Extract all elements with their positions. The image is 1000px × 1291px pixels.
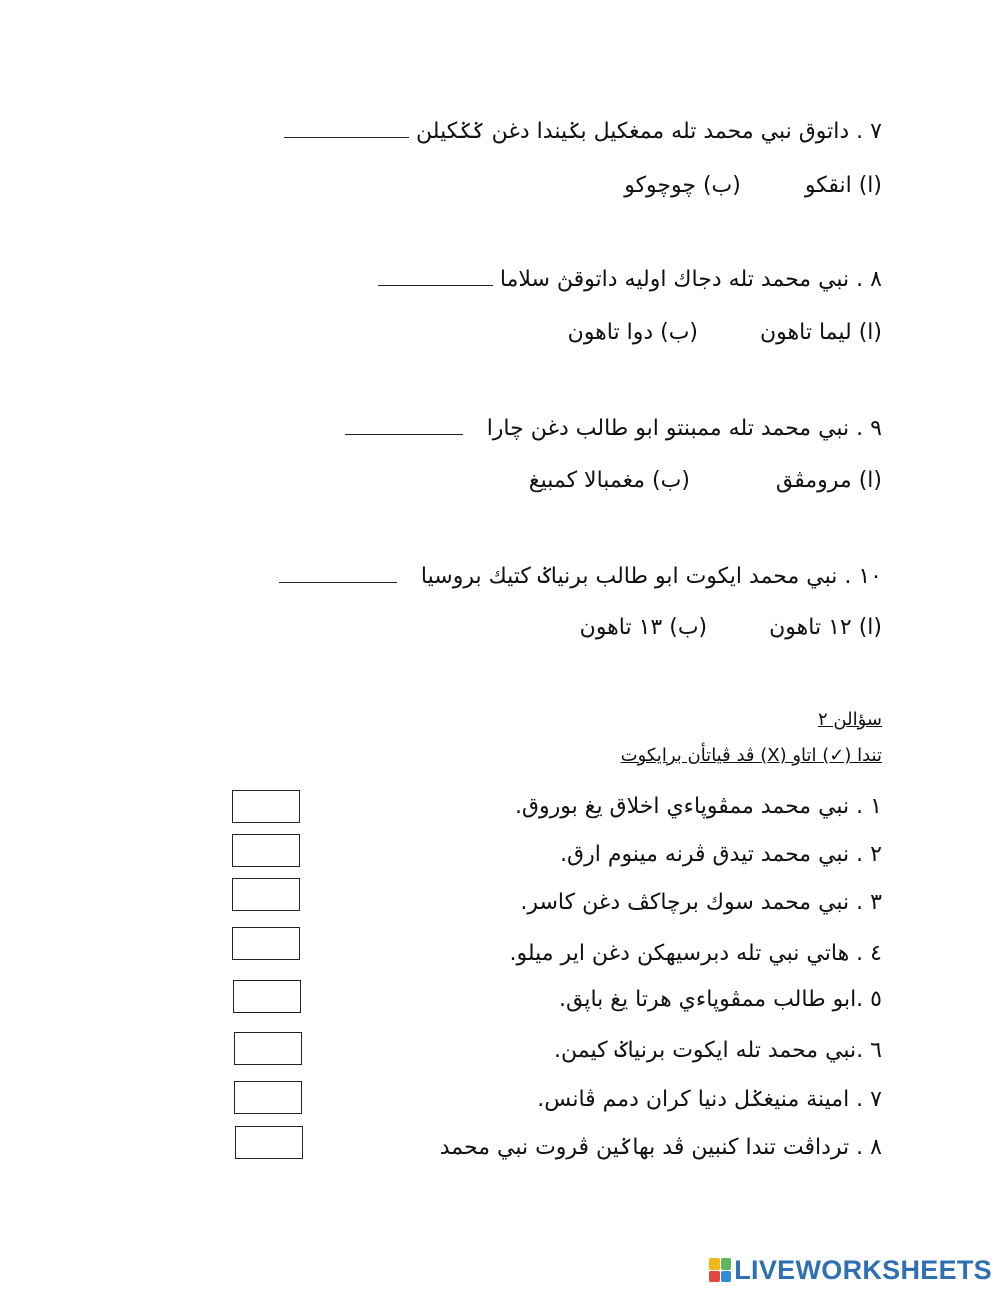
statement-2: ٢ . نبي محمد تيدق ڤرنه مينوم ارق. <box>560 842 882 867</box>
option-a[interactable]: (ا) ليما تاهون <box>760 320 882 345</box>
answer-box-5[interactable] <box>233 980 301 1013</box>
question-7-text: ٧ . داتوق نبي محمد تله ممغکيل بݢيندا دغن ݢݢکيلن <box>416 119 882 144</box>
answer-blank-7[interactable] <box>284 117 409 138</box>
question-9-text: ٩ . نبي محمد تله ممبنتو ابو طالب دغن چارا <box>486 416 882 441</box>
option-b[interactable]: (ب) چوچوکو <box>624 173 741 198</box>
statement-1: ١ . نبي محمد ممڤوڽاءي اخلاق يغ بوروق. <box>514 794 882 819</box>
answer-blank-8[interactable] <box>378 265 493 286</box>
question-10-text: ١٠ . نبي محمد ايکوت ابو طالب برنياݢ کتيك بروسيا <box>420 564 882 589</box>
brand-name: LIVEWORKSHEETS <box>734 1254 992 1285</box>
answer-blank-10[interactable] <box>279 562 397 583</box>
option-b[interactable]: (ب) مغمبالا کمبيغ <box>528 468 690 493</box>
answer-box-7[interactable] <box>234 1081 302 1114</box>
section-2-title: سؤالن ٢ <box>818 709 882 730</box>
liveworksheets-logo-icon <box>709 1258 731 1282</box>
answer-box-4[interactable] <box>232 927 300 960</box>
question-7-options <box>624 171 882 201</box>
question-10 <box>279 562 882 592</box>
answer-box-8[interactable] <box>235 1126 303 1159</box>
option-a[interactable]: (ا) مرومڤق <box>775 468 882 493</box>
statement-5: ٥ .ابو طالب ممڤوڽاءي هرتا يغ باڽق. <box>559 987 882 1012</box>
question-8-text: ٨ . نبي محمد تله دجاك اوليه داتوقڽ سلاما <box>499 267 882 292</box>
answer-box-3[interactable] <box>232 878 300 911</box>
question-9-options <box>529 466 882 496</box>
option-a[interactable]: (ا) انقکو <box>804 173 882 198</box>
option-b[interactable]: (ب) دوا تاهون <box>567 320 699 345</box>
statement-6: ٦ .نبي محمد تله ايکوت برنياݢ کيمن. <box>554 1038 882 1063</box>
option-a[interactable]: (ا) ١٢ تاهون <box>769 615 882 640</box>
question-7 <box>284 117 882 147</box>
statement-3: ٣ . نبي محمد سوك برچاکڤ دغن کاسر. <box>520 890 882 915</box>
question-9 <box>345 414 882 444</box>
answer-box-1[interactable] <box>232 790 300 823</box>
statement-8: ٨ . ترداڤت تندا کنبين ڤد بهاݢين ڤروت نبي محمد <box>439 1135 882 1160</box>
statement-4: ٤ . هاتي نبي تله دبرسيهکن دغن اير ميلو. <box>509 941 882 966</box>
statement-7: ٧ . امينة منيغݢل دنيا کران دمم ڤانس. <box>537 1087 882 1112</box>
question-8 <box>378 265 882 295</box>
answer-box-2[interactable] <box>232 834 300 867</box>
answer-blank-9[interactable] <box>345 414 463 435</box>
question-10-options <box>580 613 882 643</box>
option-b[interactable]: (ب) ١٣ تاهون <box>579 615 708 640</box>
section-2-instruction: تندا (✓) اتاو (X) ڤد ڤياتأن برايکوت <box>620 745 882 766</box>
answer-box-6[interactable] <box>234 1032 302 1065</box>
question-8-options <box>568 318 882 348</box>
liveworksheets-logo <box>709 1255 992 1285</box>
